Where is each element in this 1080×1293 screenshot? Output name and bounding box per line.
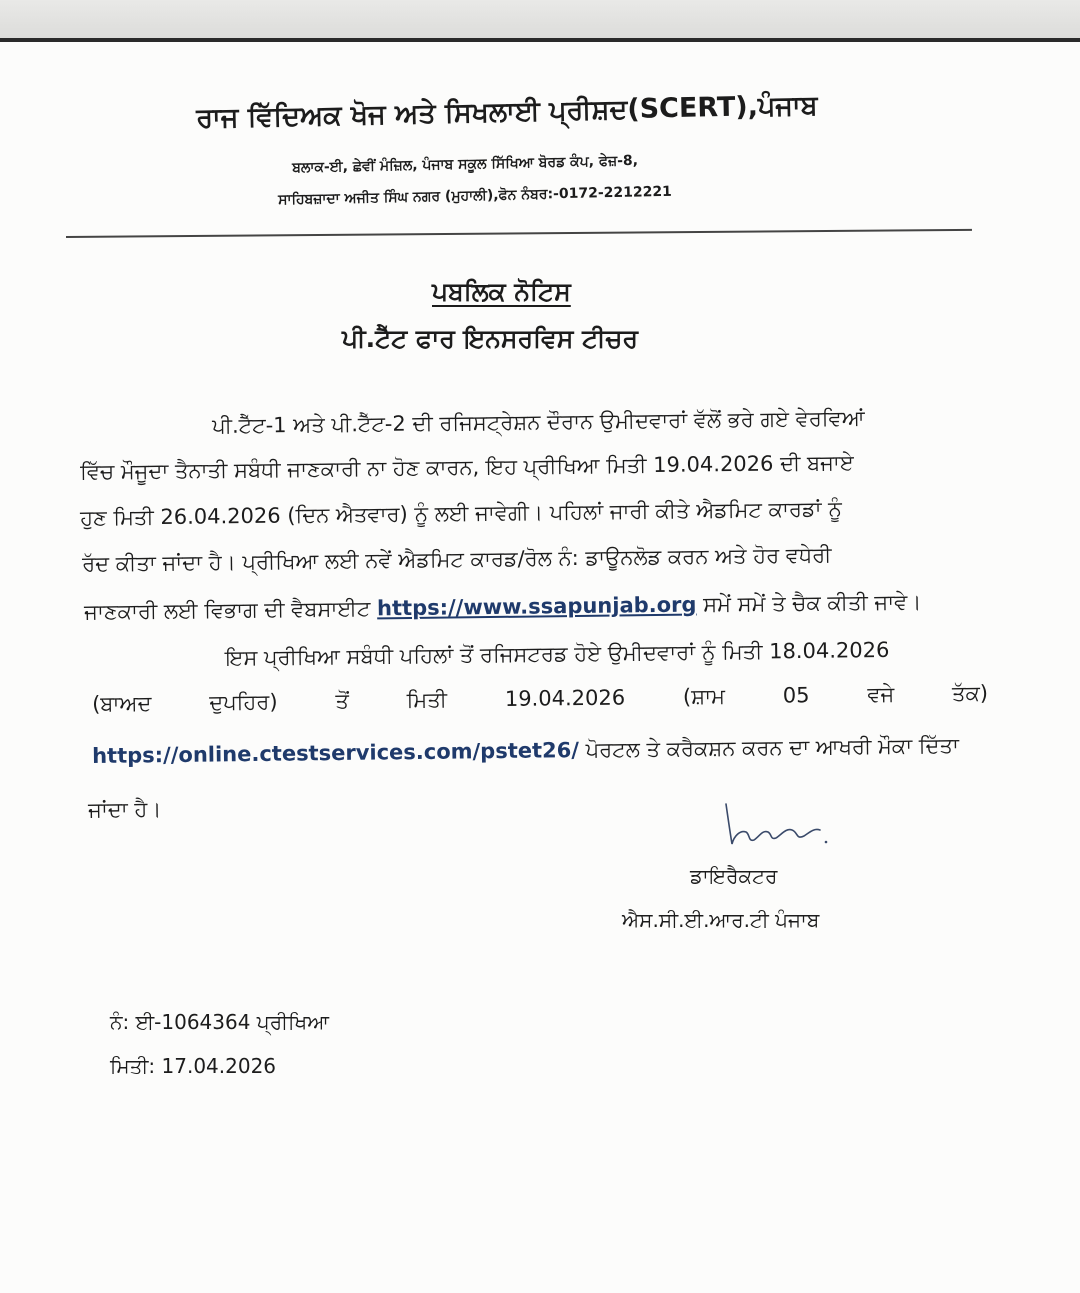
ssapunjab-website-link[interactable]: https://www.ssapunjab.org xyxy=(376,592,697,621)
body-paragraph-2-line-3-text: ਪੋਰਟਲ ਤੇ ਕਰੈਕਸ਼ਨ ਕਰਨ ਦਾ ਆਖਰੀ ਮੌਕਾ ਦਿੱਤਾ xyxy=(585,733,960,762)
body-paragraph-1-line-1: ਪੀ.ਟੈੱਟ-1 ਅਤੇ ਪੀ.ਟੈੱਟ-2 ਦੀ ਰਜਿਸਟ੍ਰੇਸ਼ਨ ਦੌਰਾਨ ਉਮੀਦਵਾਰਾਂ ਵੱਲੋਂ ਭਰੇ ਗਏ ਵੇਰਵਿਆਂ xyxy=(212,406,865,438)
body-paragraph-2-line-2-word: (ਸ਼ਾਮ xyxy=(682,684,726,709)
body-paragraph-1-line-5-text: ਜਾਣਕਾਰੀ ਲਈ ਵਿਭਾਗ ਦੀ ਵੈਬਸਾਈਟ xyxy=(84,596,371,624)
body-paragraph-2-line-2-word: 05 xyxy=(782,683,810,708)
letterhead-address-line-1: ਬਲਾਕ-ਈ, ਛੇਵੀਂ ਮੰਜ਼ਿਲ, ਪੰਜਾਬ ਸਕੂਲ ਸਿੱਖਿਆ ਬੋਰਡ ਕੰਪ, ਫੇਜ਼-8, xyxy=(292,152,639,176)
reference-date: ਮਿਤੀ: 17.04.2026 xyxy=(110,1054,277,1078)
body-paragraph-1-line-5-tail: ਸਮੇਂ ਸਮੇਂ ਤੇ ਚੈਕ ਕੀਤੀ ਜਾਵੇ। xyxy=(703,589,922,617)
signatory-office: ਐਸ.ਸੀ.ਈ.ਆਰ.ਟੀ ਪੰਜਾਬ xyxy=(622,908,820,932)
notice-subheading: ਪੀ.ਟੈੱਟ ਫਾਰ ਇਨਸਰਵਿਸ ਟੀਚਰ xyxy=(342,324,639,353)
notice-heading: ਪਬਲਿਕ ਨੋਟਿਸ xyxy=(432,277,571,306)
body-paragraph-2-line-2-word: ਵਜੇ xyxy=(867,682,895,707)
body-paragraph-2-line-2-word: ਮਿਤੀ xyxy=(406,687,448,713)
body-paragraph-2-line-2-word: ਦੁਪਹਿਰ) xyxy=(209,689,278,715)
body-paragraph-1-line-3: ਹੁਣ ਮਿਤੀ 26.04.2026 (ਦਿਨ ਐਤਵਾਰ) ਨੂੰ ਲਈ ਜਾਵੇਗੀ। ਪਹਿਲਾਂ ਜਾਰੀ ਕੀਤੇ ਐਡਮਿਟ ਕਾਰਡਾਂ ਨੂੰ xyxy=(80,496,843,530)
body-paragraph-2-line-2-word: ਤੋਂ xyxy=(335,688,350,714)
photo-top-edge xyxy=(0,0,1080,38)
body-paragraph-2-line-2-word: (ਬਾਅਦ xyxy=(92,691,152,716)
reference-number: ਨੰ: ਈ-1064364 ਪ੍ਰੀਖਿਆ xyxy=(110,1010,330,1034)
body-paragraph-2-line-1: ਇਸ ਪ੍ਰੀਖਿਆ ਸਬੰਧੀ ਪਹਿਲਾਂ ਤੋਂ ਰਜਿਸਟਰਡ ਹੋਏ ਉਮੀਦਵਾਰਾਂ ਨੂੰ ਮਿਤੀ 18.04.2026 xyxy=(225,637,890,670)
ctestservices-portal-link[interactable]: https://online.ctestservices.com/pstet26/ xyxy=(92,738,580,768)
letterhead-address-line-2: ਸਾਹਿਬਜ਼ਾਦਾ ਅਜੀਤ ਸਿੰਘ ਨਗਰ (ਮੁਹਾਲੀ),ਫੋਨ ਨੰਬਰ:-0172-2212221 xyxy=(278,183,673,208)
signatory-designation: ਡਾਇਰੈਕਟਰ xyxy=(690,864,778,888)
body-paragraph-2-line-4: ਜਾਂਦਾ ਹੈ। xyxy=(88,797,162,822)
body-paragraph-1-line-2: ਵਿੱਚ ਮੌਜੂਦਾ ਤੈਨਾਤੀ ਸਬੰਧੀ ਜਾਣਕਾਰੀ ਨਾ ਹੋਣ ਕਾਰਨ, ਇਹ ਪ੍ਰੀਖਿਆ ਮਿਤੀ 19.04.2026 ਦੀ ਬਜਾਏ xyxy=(80,450,854,484)
body-paragraph-2-line-2-word: 19.04.2026 xyxy=(504,685,626,711)
director-signature xyxy=(718,800,838,856)
letterhead-title: ਰਾਜ ਵਿੱਦਿਅਕ ਖੋਜ ਅਤੇ ਸਿਖਲਾਈ ਪ੍ਰੀਸ਼ਦ(SCERT),ਪੰਜਾਬ xyxy=(196,89,818,134)
body-paragraph-1-line-4: ਰੱਦ ਕੀਤਾ ਜਾਂਦਾ ਹੈ। ਪ੍ਰੀਖਿਆ ਲਈ ਨਵੇਂ ਐਡਮਿਟ ਕਾਰਡ/ਰੋਲ ਨੰ: ਡਾਊਨਲੋਡ ਕਰਨ ਅਤੇ ਹੋਰ ਵਧੇਰੀ xyxy=(82,542,832,576)
body-paragraph-2-line-2-word: ਤੱਕ) xyxy=(951,681,989,706)
